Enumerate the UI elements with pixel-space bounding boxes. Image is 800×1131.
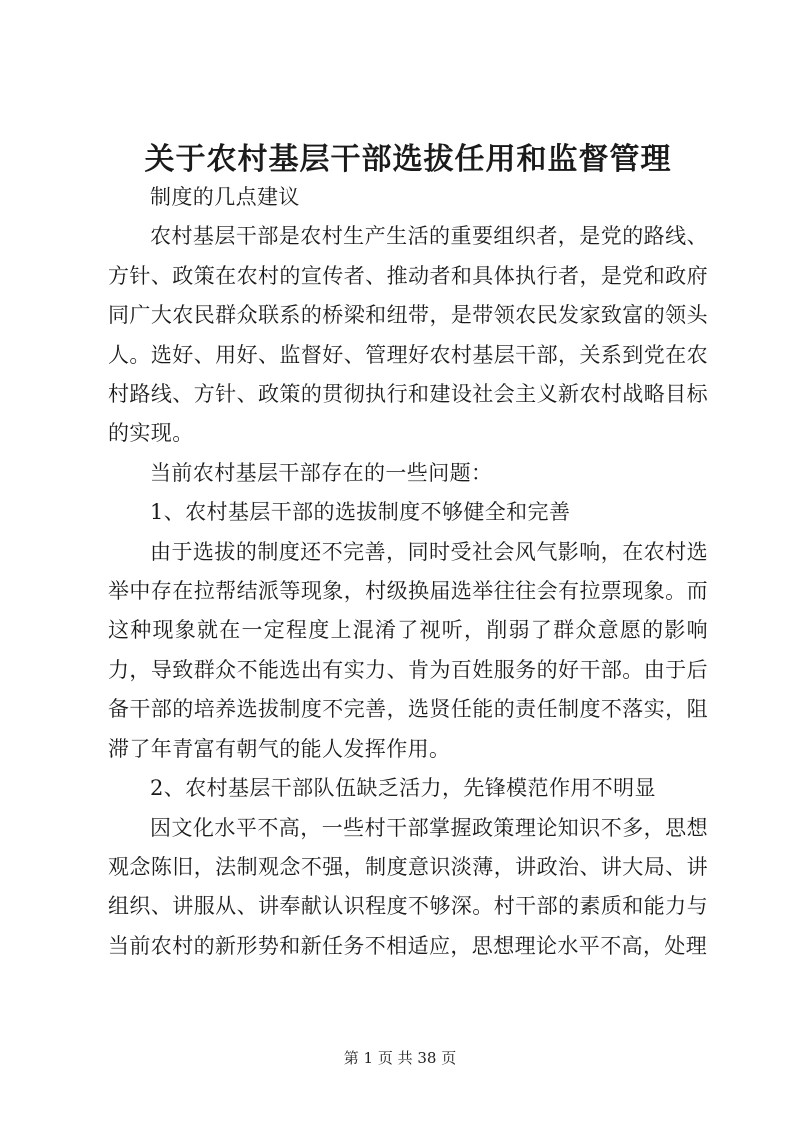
document-title: 关于农村基层干部选拔任用和监督管理 [144,142,672,177]
paragraph: 农村基层干部是农村生产生活的重要组织者，是党的路线、方针、政策在农村的宣传者、推动者和具体执行者，是党和政府同广大农民群众联系的桥梁和纽带，是带领农民发家致富的领头人。选好、用好、监督好、管理好农村基层干部，关系到党在农村路线、方针、政策的贯彻执行和建设社会主义新农村战略目标的实现。 [108,224,708,446]
section-heading: 2、农村基层干部队伍缺乏活力，先锋模范作用不明显 [150,776,656,801]
subtitle-line: 制度的几点建议 [150,185,300,209]
document-body [108,178,708,966]
page-number-footer: 第 1 页 共 38 页 [343,1049,457,1067]
paragraph: 因文化水平不高，一些村干部掌握政策理论知识不多，思想观念陈旧，法制观念不强，制度意识淡薄，讲政治、讲大局、讲组织、讲服从、讲奉献认识程度不够深。村干部的素质和能力与当前农村的新形势和新任务不相适应，思想理论水平不高，处理 [108,815,708,958]
paragraph: 由于选拔的制度还不完善，同时受社会风气影响，在农村选举中存在拉帮结派等现象，村级换届选举往往会有拉票现象。而这种现象就在一定程度上混淆了视听，削弱了群众意愿的影响力，导致群众不能选出有实力、肯为百姓服务的好干部。由于后备干部的培养选拔制度不完善，选贤任能的责任制度不落实，阻滞了年青富有朝气的能人发挥作用。 [108,539,708,761]
section-intro: 当前农村基层干部存在的一些问题： [150,460,493,485]
section-heading: 1、农村基层干部的选拔制度不够健全和完善 [150,500,571,525]
